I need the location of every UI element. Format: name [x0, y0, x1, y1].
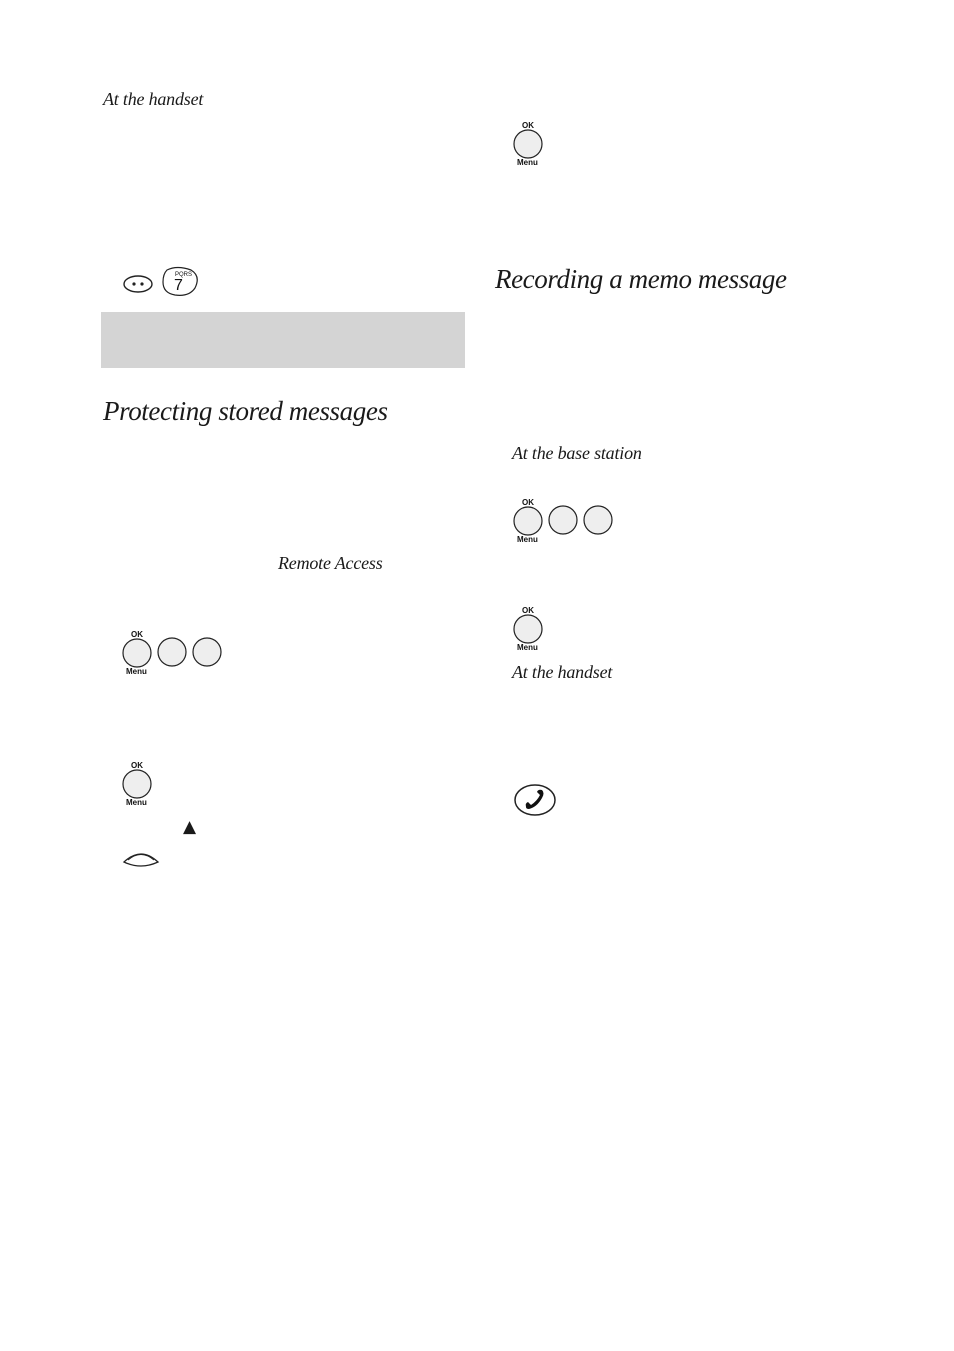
up-arrow-icon: ▲ [183, 817, 197, 837]
heading-recording-memo-message: Recording a memo message [495, 264, 787, 294]
menu-label: Menu [517, 535, 538, 544]
blank-key-1 [158, 638, 186, 666]
ok-menu-key-group-right-2 [511, 604, 551, 652]
ok-menu-keys-group-right [511, 496, 617, 546]
ok-menu-key-group-left-2 [120, 759, 160, 807]
blank-key-2 [584, 506, 612, 534]
ok-label: OK [522, 121, 534, 130]
key-7-letters: PQRS [175, 272, 193, 278]
key-7-digit: 7 [174, 277, 183, 294]
menu-label: Menu [517, 643, 538, 652]
heading-protecting-stored-messages: Protecting stored messages [103, 396, 388, 426]
ok-label: OK [522, 498, 534, 507]
menu-label: Menu [126, 798, 147, 807]
menu-label: Menu [126, 667, 147, 676]
ok-menu-key [514, 130, 542, 158]
key-7-icon [161, 266, 201, 298]
phone-talk-key-icon [512, 783, 558, 817]
subheading-at-handset-left: At the handset [103, 89, 204, 109]
ok-menu-key [514, 615, 542, 643]
ok-label: OK [522, 606, 534, 615]
intercom-key-icon [122, 273, 154, 295]
subheading-at-base-station: At the base station [512, 443, 642, 463]
ok-label: OK [131, 630, 143, 639]
ok-menu-key [123, 770, 151, 798]
ok-menu-key [514, 507, 542, 535]
scroll-up-key-icon [121, 848, 161, 870]
blank-key-1 [549, 506, 577, 534]
ok-menu-key-group-right-top [511, 119, 551, 167]
ok-menu-keys-group-left [120, 628, 226, 678]
remote-access-label: Remote Access [278, 553, 383, 573]
subheading-at-handset-right: At the handset [512, 662, 613, 682]
ok-menu-key [123, 639, 151, 667]
ok-label: OK [131, 761, 143, 770]
note-box [101, 312, 465, 368]
blank-key-2 [193, 638, 221, 666]
menu-label: Menu [517, 158, 538, 167]
